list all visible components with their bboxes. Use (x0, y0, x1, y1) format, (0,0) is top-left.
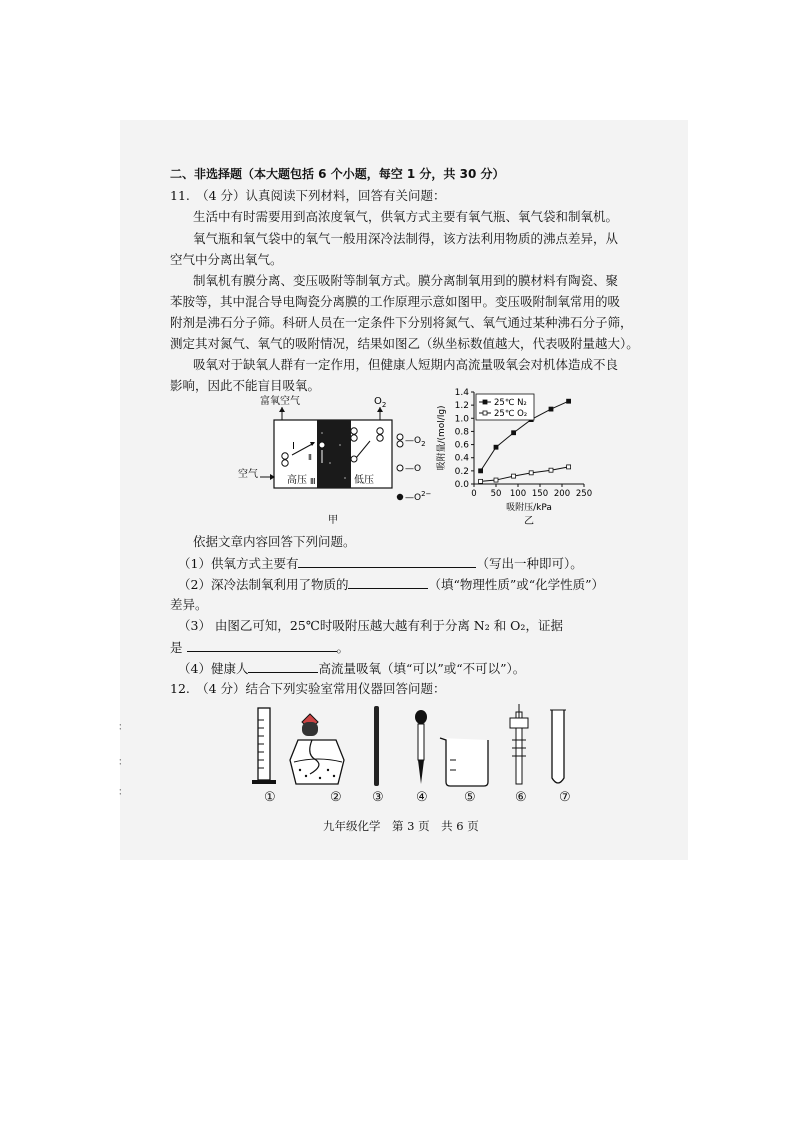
q11-paragraph: 测定其对氮气、氧气的吸附情况，结果如图乙（纵坐标数值越大，代表吸附量越大）。 (170, 336, 639, 351)
question-4 (178, 660, 525, 677)
chart-y-axis-label: 吸附量/(mol/lg) (437, 405, 447, 471)
graduated-cylinder-icon (252, 708, 276, 784)
legend-oxide-ion-icon (397, 494, 403, 500)
data-point-n2 (479, 469, 483, 473)
data-point-n2 (512, 431, 516, 435)
apparatus-label-5: ⑤ (464, 790, 476, 805)
fig-label-o2-out: $O_2$ (374, 396, 387, 409)
question-2-text: （2）深冷法制氧利用了物质的 (178, 577, 349, 592)
data-point-o2 (512, 474, 516, 478)
q11-paragraph: 苯胺等，其中混合导电陶瓷分离膜的工作原理示意如图甲。变压吸附制氧常用的吸 (170, 294, 621, 309)
q11-paragraph: 吸氧对于缺氧人群有一定作用，但健康人短期内高流量吸氧会对机体造成不良 (193, 357, 619, 372)
y-tick-label: 1.4 (454, 388, 469, 398)
question-2-hint: （填“物理性质”或“化学性质”） (428, 577, 605, 592)
answer-blank-1[interactable] (298, 555, 476, 568)
data-point-o2 (494, 478, 498, 482)
question-3: （3） 由图乙可知，25℃时吸附压越大越有利于分离 N₂ 和 O₂，证据 (178, 618, 563, 633)
legend-label-o2: 25℃ O₂ (494, 409, 528, 419)
figure-caption-yi: 乙 (524, 516, 534, 527)
dropper-icon (415, 710, 427, 784)
apparatus-label-6: ⑥ (515, 790, 527, 805)
apparatus-label-4: ④ (416, 790, 428, 805)
q11-paragraph: 生活中有时需要用到高浓度氧气，供氧方式主要有氧气瓶、氧气袋和制氧机。 (193, 209, 619, 224)
y-tick-label: 1.0 (454, 414, 469, 425)
q11-paragraph: 影响，因此不能盲目吸氧。 (170, 378, 321, 393)
answer-blank-2[interactable] (348, 576, 428, 589)
data-point-o2 (529, 471, 533, 475)
legend-o2-label: $—O_2$ (405, 436, 426, 448)
x-tick-label: 100 (509, 489, 527, 499)
y-tick-label: 0.2 (454, 466, 469, 477)
question-4-hint: 高流量吸氧（填“可以”或“不可以”）。 (318, 661, 526, 676)
data-point-o2 (479, 479, 483, 483)
membrane-diagram (230, 393, 445, 535)
question-1-hint: （写出一种即可）。 (476, 556, 583, 571)
margin-mark: ： (118, 757, 128, 768)
test-tube-clamp-icon (510, 704, 528, 784)
q12-heading: 12. （4 分）结合下列实验室常用仪器回答问题： (170, 681, 446, 696)
step-3-label: Ⅲ (310, 477, 316, 486)
chart-x-axis-label: 吸附压/kPa (506, 503, 552, 513)
test-tube-icon (550, 710, 566, 783)
q11-paragraph: 空气中分离出氧气。 (170, 252, 283, 267)
o2-molecule-icon (282, 453, 288, 459)
question-4-text: （4）健康人 (178, 661, 249, 676)
answer-blank-3[interactable] (187, 639, 337, 652)
legend-marker (483, 400, 487, 404)
data-point-o2 (567, 465, 571, 469)
data-point-n2 (549, 407, 553, 411)
legend-label-n2: 25℃ N₂ (494, 398, 527, 408)
figure-caption-jia: 甲 (328, 515, 338, 526)
glass-rod-icon (374, 706, 379, 786)
q11-heading: 11. （4 分）认真阅读下列材料，回答有关问题： (170, 188, 446, 203)
y-tick-label: 0.0 (454, 480, 469, 490)
o-atom-icon (319, 442, 325, 448)
arrow-up-icon (279, 407, 285, 412)
y-tick-label: 0.6 (454, 440, 469, 451)
questions-intro: 依据文章内容回答下列问题。 (193, 534, 356, 549)
q11-paragraph: 制氧机有膜分离、变压吸附等制氧方式。膜分离制氧用到的膜材料有陶瓷、聚 (193, 273, 619, 288)
section-title: 二、非选择题（本大题包括 6 个小题，每空 1 分，共 30 分） (170, 167, 505, 181)
fig-label-oxygen-rich-air: 富氧空气 (260, 396, 300, 407)
answer-blank-4[interactable] (248, 660, 318, 673)
question-3-end: 。 (336, 640, 350, 655)
y-tick-label: 1.2 (454, 401, 469, 412)
beaker-icon (440, 738, 488, 786)
x-tick-label: 50 (490, 489, 502, 499)
x-tick-label: 150 (531, 489, 549, 499)
question-3-cont (170, 639, 349, 656)
question-1-text: （1）供氧方式主要有 (178, 556, 299, 571)
lab-apparatus-row (240, 700, 590, 810)
legend-ion-label: $—O^{2-}$ (405, 490, 432, 503)
step-2-label: Ⅱ (308, 453, 312, 462)
high-pressure-label: 高压 (287, 475, 307, 486)
adsorption-chart (432, 382, 602, 532)
x-tick-label: 200 (553, 489, 571, 499)
low-pressure-label: 低压 (354, 475, 374, 486)
margin-mark: ： (118, 787, 128, 798)
apparatus-label-2: ② (330, 790, 342, 805)
question-2-cont: 差异。 (170, 597, 208, 612)
question-3-text: 是 (170, 640, 183, 655)
apparatus-label-7: ⑦ (559, 790, 571, 805)
apparatus-label-3: ③ (372, 790, 384, 805)
alcohol-lamp-icon (290, 714, 344, 784)
step-1-label: Ⅰ (292, 441, 295, 452)
data-point-n2 (494, 445, 498, 449)
question-1 (178, 555, 583, 572)
air-inlet-label: 空气 (238, 469, 258, 480)
page-footer: 九年级化学 第 3 页 共 6 页 (323, 819, 479, 833)
apparatus-label-1: ① (264, 790, 276, 805)
x-tick-label: 0 (471, 489, 477, 499)
y-tick-label: 0.4 (454, 453, 469, 464)
legend-o-atom-icon (397, 465, 403, 471)
legend-o2-icon (397, 434, 403, 440)
q11-paragraph: 氧气瓶和氧气袋中的氧气一般用深冷法制得，该方法利用物质的沸点差异，从 (193, 231, 619, 246)
q11-paragraph: 附剂是沸石分子筛。科研人员在一定条件下分别将氮气、氧气通过某种沸石分子筛， (170, 315, 633, 330)
x-tick-label: 250 (575, 489, 593, 499)
legend-o-label: —O (405, 464, 422, 474)
data-point-o2 (549, 468, 553, 472)
question-2 (178, 576, 604, 593)
data-point-n2 (567, 399, 571, 403)
legend-marker (483, 411, 487, 415)
y-tick-label: 0.8 (454, 427, 469, 438)
margin-mark: ： (118, 722, 128, 733)
